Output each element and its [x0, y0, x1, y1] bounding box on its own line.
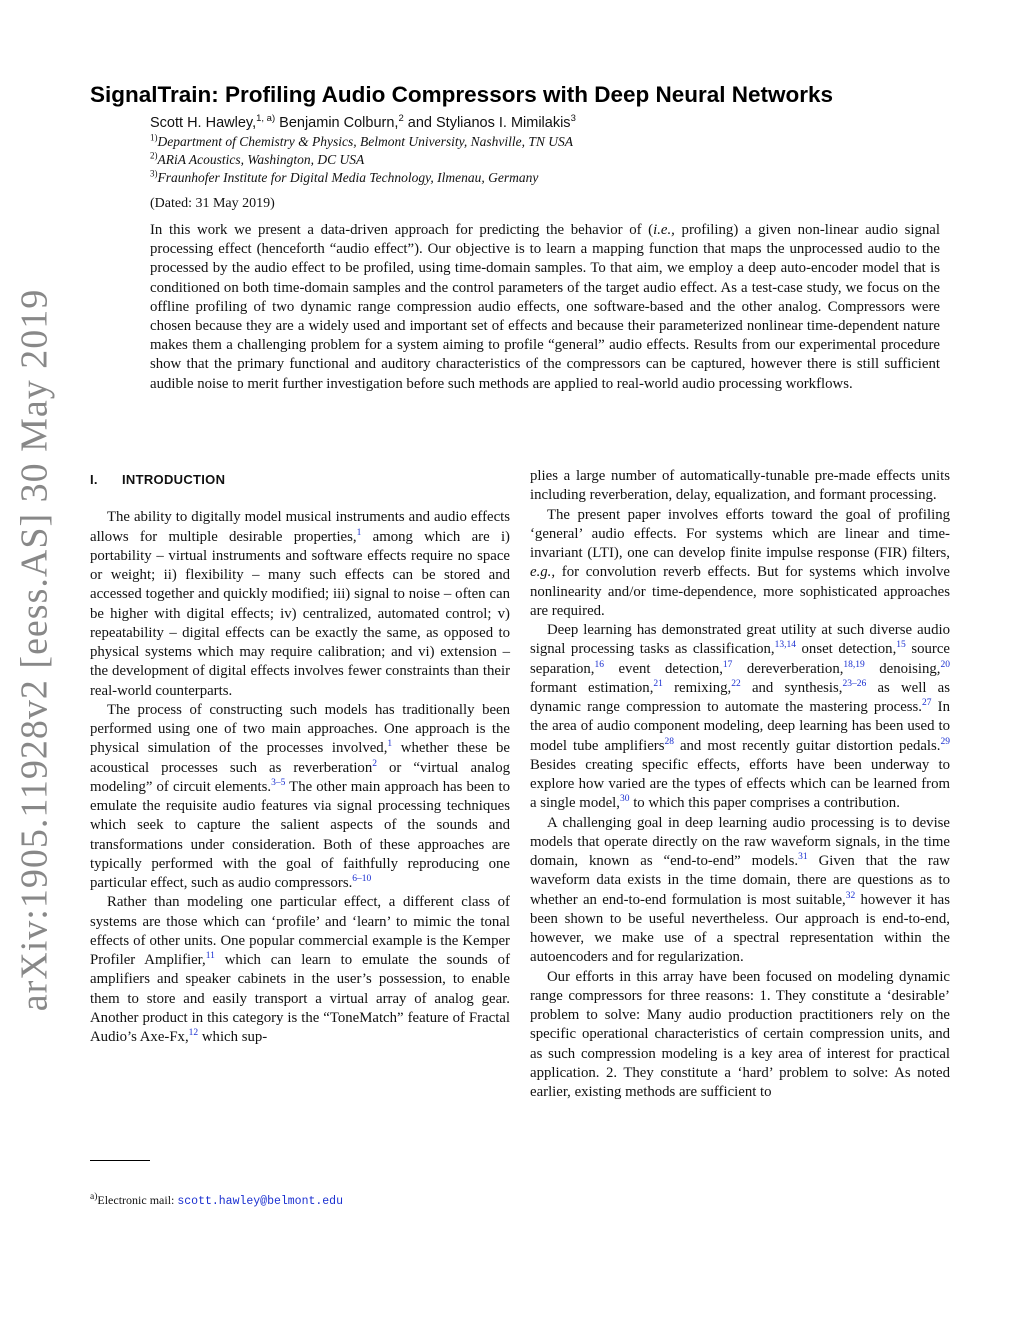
paragraph [90, 893, 510, 1047]
citation-link[interactable]: 23–26 [842, 678, 867, 689]
text-run: which can learn to emulate the sounds of amplifiers and speaker cabinets in the user’s possession, to enable them to store and easily transport a virtual array of analog gear. Another product in this category is the “ToneMatch” feature of Fractal Audio’s Axe-Fx, [90, 952, 510, 1045]
text-run: Deep learning has demonstrated great utility at such diverse audio signal processing tasks as classification, [530, 622, 950, 658]
text-run: In the area of audio component modeling, deep learning has been used to model tube amplifiers [530, 699, 950, 754]
section-title: INTRODUCTION [122, 472, 226, 487]
citation-link[interactable]: 32 [845, 890, 856, 901]
citation-link[interactable]: 31 [798, 852, 808, 863]
abstract [150, 221, 940, 394]
text-run: whether these be acoustical processes such as reverberation [90, 740, 510, 776]
text-run: for convolution reverb effects. But for systems which involve nonlinearity and/or time-dependence, more sophisticated approaches are required. [530, 564, 950, 619]
arxiv-sidebar-stamp [13, 288, 56, 1012]
footnote-label: Electronic mail: [97, 1193, 178, 1207]
footnote-rule [90, 1160, 150, 1161]
text-run: Besides creating specific effects, efforts have been underway to explore how varied are the types of effects which can be learned from a single model, [530, 756, 950, 812]
section-heading [90, 470, 510, 489]
text-run: A challenging goal in deep learning audio processing is to devise models that operate directly on the raw waveform signals, in the time domain, known as “end-to-end” models. [530, 814, 950, 869]
citation-link[interactable]: 27 [922, 698, 932, 709]
citation-link[interactable]: 11 [205, 951, 215, 962]
abstract-text: profiling) a given non-linear audio signal processing effect (henceforth “audio effect”). Our objective is to learn a mapping function that maps the unprocessed audio to the processed by the audio effect to be profiled, using time-domain samples. To that aim, we employ a deep auto-encoder model that is conditioned on both time-domain samples and the control parameters of the target audio effect. As a test-case study, we focus on the offline profiling of two dynamic range compression audio effects, one software-based and the other analog. Compressors were chosen because they are a widely used and important set of effects and because their parameterized nonlinear time-dependent nature makes them a challenging problem for a system aiming to profile “general” audio effects. Results from our experimental procedure show that the primary functional and auditory characteristics of the compressors can be captured, however there is still sufficient audible noise to merit further investigation before such methods are applied to real-world audio processing workflows. [150, 222, 940, 392]
paragraph: Our efforts in this array have been focused on modeling dynamic range compressors for three reasons: 1. They constitute a ‘desirable’ problem to solve: Many audio production practitioners rely on the specific operational characteristics of certain compression units, and as such compression modeling is a key area of interest for practical application. 2. They constitute a ‘hard’ problem to solve: As noted earlier, existing methods are sufficient to [530, 968, 950, 1100]
author-name: Scott H. Hawley, [150, 115, 257, 131]
text-run: and most recently guitar distortion pedals. [673, 737, 941, 754]
paragraph [90, 701, 510, 894]
text-run: onset detection, [795, 641, 897, 658]
citation-link[interactable]: 13,14 [774, 640, 796, 651]
affiliation [150, 152, 364, 168]
text-run: and synthesis, [740, 679, 843, 696]
paragraph [90, 508, 510, 701]
citation-link[interactable]: 29 [940, 736, 950, 747]
email-link[interactable]: scott.hawley@belmont.edu [177, 1195, 343, 1208]
abstract-ie: i.e., [653, 222, 675, 238]
footnote-mark: a) [90, 1192, 98, 1202]
citation-link[interactable]: 15 [896, 640, 906, 651]
affiliation-mark: 3) [150, 168, 158, 179]
citation-link[interactable]: 3–5 [271, 777, 286, 788]
text-run: e.g., [530, 564, 556, 581]
citation-link[interactable]: 1 [387, 739, 393, 750]
text-run: Rather than modeling one particular effect, a different class of systems are those which can ‘profile’ and ‘learn’ to mimic the tonal effects of other units. One popular commercial example is the Kemper Profiler Amplifier, [90, 894, 510, 968]
citation-link[interactable]: 30 [620, 794, 630, 805]
text-run: source separation, [530, 641, 950, 677]
text-run: The present paper involves efforts toward the goal of profiling ‘general’ audio effects. For systems which are linear and time-invariant (LTI), one can develop finite impulse response (FIR) filters, [530, 506, 950, 561]
affiliation-text: Fraunhofer Institute for Digital Media Technology, Ilmenau, Germany [157, 170, 539, 185]
author-affiliation-mark: 3 [570, 113, 576, 125]
affiliation-text: Department of Chemistry & Physics, Belmont University, Nashville, TN USA [157, 134, 573, 149]
author-name: Benjamin Colburn, [279, 115, 399, 131]
arxiv-identifier: arXiv:1905.11928v2 [eess.AS] 30 May 2019 [13, 288, 56, 1012]
author-name: and Stylianos I. Mimilakis [407, 115, 571, 131]
footnote [90, 1193, 343, 1208]
affiliation [150, 134, 573, 150]
paragraph: plies a large number of automatically-tunable pre-made effects units including reverberation, delay, equalization, and formant processing. [530, 468, 950, 504]
text-run: dereverberation, [732, 660, 844, 677]
text-run: as well as dynamic range compression to automate the mastering process. [530, 679, 951, 715]
citation-link[interactable]: 21 [653, 678, 663, 689]
affiliation-mark: 2) [150, 150, 158, 161]
text-run: formant estimation, [530, 679, 654, 696]
citation-link[interactable]: 1 [356, 527, 362, 538]
citation-link[interactable]: 17 [722, 659, 733, 670]
dated-line: (Dated: 31 May 2019) [150, 196, 275, 211]
citation-link[interactable]: 2 [372, 758, 377, 769]
affiliation-text: ARiA Acoustics, Washington, DC USA [157, 152, 365, 167]
author-affiliation-mark: 2 [398, 113, 404, 125]
author-affiliation-mark: 1, a) [256, 113, 276, 125]
text-run: The ability to digitally model musical instruments and audio effects allows for multiple desirable properties, [90, 509, 510, 545]
paper-title: SignalTrain: Profiling Audio Compressors with Deep Neural Networks [90, 82, 834, 107]
text-run: denoising, [864, 660, 941, 677]
abstract-text: In this work we present a data-driven approach for predicting the behavior of ( [150, 222, 654, 238]
citation-link[interactable]: 20 [940, 659, 950, 670]
text-run: to which this paper comprises a contribution. [629, 795, 900, 812]
citation-link[interactable]: 16 [594, 659, 605, 670]
paragraph [530, 814, 950, 968]
text-run: remixing, [662, 679, 732, 696]
citation-link[interactable]: 22 [731, 678, 741, 689]
text-run: among which are i) portability – virtual instruments and software effects require no space or weight; ii) flexibility – many such effects can be stored and accessed together and quickly modified; iii) signal to noise – often can be higher with digital effects; iv) centralized, automated control; v) repeatability – digital effects can be exactly the same, as opposed to physical systems which may require calibration; and vi) extension – the development of digital effects involves fewer constraints than their real-world counterparts. [90, 528, 510, 699]
citation-link[interactable]: 18,19 [843, 659, 865, 670]
text-run: The other main approach has been to emulate the requisite audio features via signal processing techniques which seek to capture the salient aspects of the sounds and transformations under consideration. Both of these approaches are typically performed with the goal of faithfully reproducing one particular effect, such as audio compressors. [90, 778, 511, 891]
text-run: event detection, [604, 660, 723, 677]
section-number: I. [90, 472, 98, 487]
paragraph [530, 506, 950, 622]
text-run: or “virtual analog modeling” of circuit elements. [90, 759, 510, 795]
left-column [90, 470, 510, 1047]
text-run: Given that the raw waveform data exists in the time domain, there are questions as to whether an end-to-end formulation is most suitable, [530, 853, 950, 908]
affiliation-mark: 1) [150, 132, 158, 143]
citation-link[interactable]: 12 [188, 1028, 199, 1039]
author-list [150, 115, 576, 131]
text-run: however it has been shown to be useful nevertheless. Our approach is end-to-end, however, we make use of a spectral representation within the autoencoders and for regularization. [530, 891, 950, 966]
text-run: which sup- [198, 1029, 268, 1045]
right-column [530, 467, 950, 1102]
text-run: The process of constructing such models has traditionally been performed using one of two main approaches. One approach is the physical simulation of the processes involved, [90, 701, 510, 757]
citation-link[interactable]: 28 [664, 736, 674, 747]
affiliation [150, 170, 538, 186]
paragraph [530, 621, 950, 814]
citation-link[interactable]: 6–10 [352, 874, 372, 885]
